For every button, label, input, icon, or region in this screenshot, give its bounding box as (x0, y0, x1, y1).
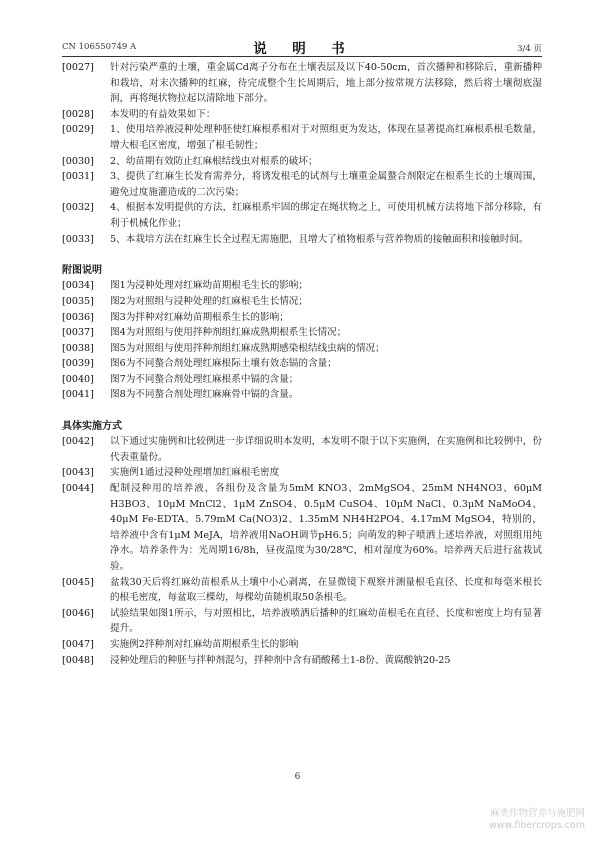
paragraph (62, 169, 542, 200)
paragraph-text: 实施例2拌种剂对红麻幼苗期根系生长的影响 (110, 638, 299, 650)
paragraph-number: [0027] (62, 62, 94, 73)
embodiment-paragraphs (62, 434, 542, 668)
paragraph (62, 575, 542, 606)
paragraph (62, 372, 542, 388)
paragraph (62, 325, 542, 341)
paragraph-number: [0040] (62, 373, 94, 385)
page-number: 6 (294, 772, 301, 782)
document-title: 说 明 书 (253, 41, 351, 57)
paragraph-number: [0046] (62, 607, 94, 619)
paragraph (62, 637, 542, 653)
paragraph (62, 232, 542, 248)
paragraph-number: [0028] (62, 108, 94, 120)
paragraph-number: [0033] (62, 233, 94, 245)
paragraph (62, 653, 542, 669)
page-header (62, 40, 542, 56)
paragraph-text: 1、使用培养液浸种处理种胚使红麻根系相对于对照组更为发达，体现在显著提高红麻根系根毛数量，增大根毛区密度，增强了根毛韧性； (110, 124, 542, 151)
paragraph-number: [0036] (62, 311, 94, 323)
paragraph-number: [0038] (62, 342, 94, 354)
paragraph-text: 3、提供了红麻生长发育需养分，将诱发根毛的试剂与土壤重金属螯合剂限定在根系生长的土壤周围，避免过度施灌造成的二次污染； (110, 171, 542, 198)
paragraph-number: [0047] (62, 638, 94, 650)
paragraph-text: 图2为对照组与浸种处理的红麻根毛生长情况； (110, 295, 308, 307)
paragraph (62, 294, 542, 310)
paragraph (62, 356, 542, 372)
paragraph (62, 606, 542, 637)
paragraph-number: [0032] (62, 202, 94, 214)
figure-description-paragraphs (62, 278, 542, 403)
paragraph (62, 122, 542, 153)
paragraph-number: [0030] (62, 155, 94, 167)
paragraph (62, 465, 542, 481)
paragraph-number: [0043] (62, 467, 94, 479)
paragraph-text: 配制浸种用的培养液，各组份及含量为5mM KNO3、2mMgSO4、25mM NH4NO3、60μM H3BO3、10μM MnCl2、1μM ZnSO4、0.5μM CuSO4、10μM NaCl、0.3μM NaMoO4、40μM Fe-EDTA、5.79mM Ca(NO3)2、1.35mM NH4H2PO4、4.17mM MgSO4，特别的，培养液中含有1μM MeJA，培养液用NaOH调节pH6.5；向萌发的种子喷洒上述培养液，对照组用纯净水。培养条件为：光周期16/8h，昼夜温度为30/28℃，相对湿度为60%。培养两天后进行盆栽试验。 (110, 483, 542, 572)
paragraph-text: 图3为拌种对红麻幼苗期根系生长的影响； (110, 311, 289, 323)
site-watermark (489, 808, 585, 832)
paragraph (62, 310, 542, 326)
paragraph-number: [0041] (62, 389, 94, 401)
watermark-url: www.fibercrops.com (488, 820, 585, 831)
paragraph-number: [0048] (62, 654, 94, 666)
spacer (62, 403, 542, 419)
paragraph-text: 以下通过实施例和比较例进一步详细说明本发明，本发明不限于以下实施例，在实施例和比较例中，份代表重量份。 (110, 436, 542, 463)
paragraph (62, 341, 542, 357)
section-heading-embodiments: 具体实施方式 (62, 420, 122, 432)
paragraph-number: [0039] (62, 358, 94, 370)
paragraph-text: 试验结果如图1所示，与对照相比，培养液喷洒后播种的红麻幼苗根毛在直径、长度和密度上均有显著提升。 (110, 607, 542, 635)
section-heading-figures: 附图说明 (62, 264, 102, 276)
paragraph-text: 实施例1通过浸种处理增加红麻根毛密度 (110, 467, 280, 479)
paragraph-text: 图5为对照组与使用拌种剂组红麻成熟期感染根结线虫病的情况； (110, 342, 385, 354)
paragraph-text: 2、幼苗期有效防止红麻根结线虫对根系的破坏； (110, 155, 318, 167)
document-body (62, 60, 542, 668)
spacer (62, 247, 542, 263)
paragraph (62, 60, 542, 107)
paragraph-number: [0044] (62, 483, 94, 495)
paragraph-number: [0029] (62, 124, 94, 136)
paragraph-text: 5、本栽培方法在红麻生长全过程无需施肥，且增大了植物根系与营养物质的接触面积和接触时间。 (110, 233, 529, 245)
paragraph-text: 浸种处理后的种胚与拌种剂混匀，拌种剂中含有硝酸稀土1-8份、黄腐酸钠20-25 (110, 654, 451, 666)
paragraph (62, 107, 542, 123)
paragraph-number: [0031] (62, 171, 94, 183)
paragraph-number: [0037] (62, 327, 94, 339)
paragraph (62, 387, 542, 403)
paragraph (62, 481, 542, 575)
patent-number: CN 106550749 A (62, 42, 137, 52)
paragraph-text: 针对污染严重的土壤，重金属Cd离子分布在土壤表层及以下40-50cm，首次播种和移除后，重新播种和栽培，对末次播种的红麻，待完成整个生长周期后，地上部分按常规方法移除，然后将土壤彻底湿润，再将绳状物拉起以清除地下部分。 (110, 62, 542, 105)
paragraph-number: [0045] (62, 576, 94, 588)
paragraph-text: 图6为不同螯合剂处理红麻根际土壤有效态镉的含量； (110, 358, 337, 370)
paragraph-text: 图8为不同螯合剂处理红麻麻骨中镉的含量。 (110, 389, 299, 401)
watermark-title: 麻类作物营养与施肥网 (489, 808, 585, 819)
paragraph (62, 200, 542, 231)
paragraph-text: 本发明的有益效果如下： (110, 108, 216, 120)
effects-paragraphs (62, 60, 542, 247)
paragraph-text: 4、根据本发明提供的方法，红麻根系牢固的绑定在绳状物之上，可使用机械方法将地下部分移除，有利于机械化作业； (110, 202, 542, 229)
paragraph-number: [0035] (62, 295, 94, 307)
page-indicator: 3/4 页 (517, 44, 542, 54)
paragraph (62, 154, 542, 170)
paragraph-number: [0042] (62, 436, 94, 448)
paragraph (62, 278, 542, 294)
paragraph-text: 图4为对照组与使用拌种剂组红麻成熟期根系生长情况； (110, 327, 347, 339)
paragraph (62, 434, 542, 465)
header-divider (62, 56, 542, 57)
paragraph-text: 盆栽30天后将红麻幼苗根系从土壤中小心剥离，在显微镜下观察并测量根毛直径、长度和每毫米根长的根毛密度，每盆取三棵幼，每棵幼苗随机取50条根毛。 (110, 576, 542, 604)
paragraph-text: 图1为浸种处理对红麻幼苗期根毛生长的影响； (110, 280, 308, 292)
paragraph-text: 图7为不同螯合剂处理红麻根系中镉的含量； (110, 373, 299, 385)
paragraph-number: [0034] (62, 280, 94, 292)
